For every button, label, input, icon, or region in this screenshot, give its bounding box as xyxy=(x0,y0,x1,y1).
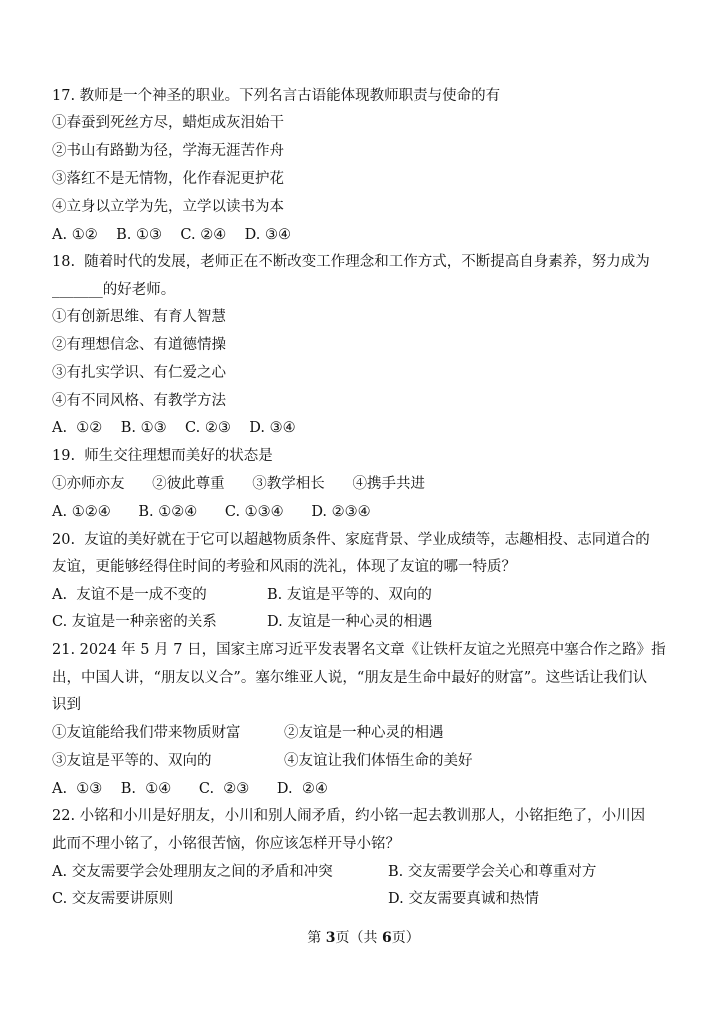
q21-items-row-1 xyxy=(52,723,680,743)
q20-options-row-2 xyxy=(52,612,680,632)
q20-stem-line-1: 20. 友谊的美好就在于它可以超越物质条件、家庭背景、学业成绩等，志趣相投、志同道合的 xyxy=(52,532,650,548)
q20-option-c: C. 友谊是一种亲密的关系 xyxy=(52,614,217,630)
page-footer xyxy=(0,928,727,948)
q18-stem-line-1: 18. 随着时代的发展，老师正在不断改变工作理念和工作方式，不断提高自身素养，努力成为 xyxy=(52,254,650,270)
q21-stem-line-1: 21. 2024 年 5 月 7 日，国家主席习近平发表署名文章《让铁杆友谊之光照亮中塞合作之路》指 xyxy=(52,642,666,658)
q17-item-4: ④立身以立学为先，立学以读书为本 xyxy=(52,199,284,215)
q18-item-4: ④有不同风格、有教学方法 xyxy=(52,393,226,409)
q19-stem: 19. 师生交往理想而美好的状态是 xyxy=(52,448,273,464)
q18-item-3: ③有扎实学识、有仁爱之心 xyxy=(52,365,226,381)
q17-item-1: ①春蚕到死丝方尽，蜡炬成灰泪始干 xyxy=(52,115,284,131)
q22-option-c: C. 交友需要讲原则 xyxy=(52,891,174,907)
q21-item-2: ②友谊是一种心灵的相遇 xyxy=(284,725,444,741)
q17-options: A. ①② B. ①③ C. ②④ D. ③④ xyxy=(52,227,291,243)
q21-item-4: ④友谊让我们体悟生命的美好 xyxy=(284,753,473,769)
q22-option-a: A. 交友需要学会处理朋友之间的矛盾和冲突 xyxy=(52,864,333,880)
q20-option-a: A. 友谊不是一成不变的 xyxy=(52,587,207,603)
q22-stem-line-1: 22. 小铭和小川是好朋友，小川和别人闹矛盾，约小铭一起去教训那人，小铭拒绝了，小川因 xyxy=(52,808,646,824)
q22-stem-line-2: 此而不理小铭了，小铭很苦恼，你应该怎样开导小铭？ xyxy=(52,836,400,852)
q18-stem-line-2: _______的好老师。 xyxy=(52,282,176,298)
q20-option-b: B. 友谊是平等的、双向的 xyxy=(267,587,432,603)
q21-item-3: ③友谊是平等的、双向的 xyxy=(52,753,212,769)
footer-page-number: 3 xyxy=(325,930,336,946)
q18-item-1: ①有创新思维、有育人智慧 xyxy=(52,309,226,325)
q22-options-row-2 xyxy=(52,889,680,909)
q22-options-row-1 xyxy=(52,862,680,882)
q21-options: A. ①③ B. ①④ C. ②③ D. ②④ xyxy=(52,781,328,797)
footer-total-pages: 6 xyxy=(381,930,392,946)
q17-item-2: ②书山有路勤为径，学海无涯苦作舟 xyxy=(52,143,284,159)
q21-item-1: ①友谊能给我们带来物质财富 xyxy=(52,725,241,741)
q17-item-3: ③落红不是无情物，化作春泥更护花 xyxy=(52,171,284,187)
q21-stem-line-3: 识到 xyxy=(52,697,81,713)
q18-options: A. ①② B. ①③ C. ②③ D. ③④ xyxy=(52,420,296,436)
q18-item-2: ②有理想信念、有道德情操 xyxy=(52,337,226,353)
footer-suffix: 页） xyxy=(391,930,420,946)
q17-stem: 17. 教师是一个神圣的职业。下列名言古语能体现教师职责与使命的有 xyxy=(52,88,501,104)
q19-items: ①亦师亦友 ②彼此尊重 ③教学相长 ④携手共进 xyxy=(52,476,425,492)
q22-option-d: D. 交友需要真诚和热情 xyxy=(388,891,539,907)
footer-prefix: 第 xyxy=(307,930,326,946)
q20-options-row-1 xyxy=(52,585,680,605)
q21-items-row-2 xyxy=(52,751,680,771)
q22-option-b: B. 交友需要学会关心和尊重对方 xyxy=(388,864,597,880)
footer-middle: 页（共 xyxy=(335,930,382,946)
q21-stem-line-2: 出，中国人讲，“朋友以义合”。塞尔维亚人说，“朋友是生命中最好的财富”。这些话让我们认 xyxy=(52,670,648,686)
q19-options: A. ①②④ B. ①②④ C. ①③④ D. ②③④ xyxy=(52,504,371,520)
q20-stem-line-2: 友谊，更能够经得住时间的考验和风雨的洗礼，体现了友谊的哪一特质？ xyxy=(52,559,516,575)
q20-option-d: D. 友谊是一种心灵的相遇 xyxy=(267,614,433,630)
